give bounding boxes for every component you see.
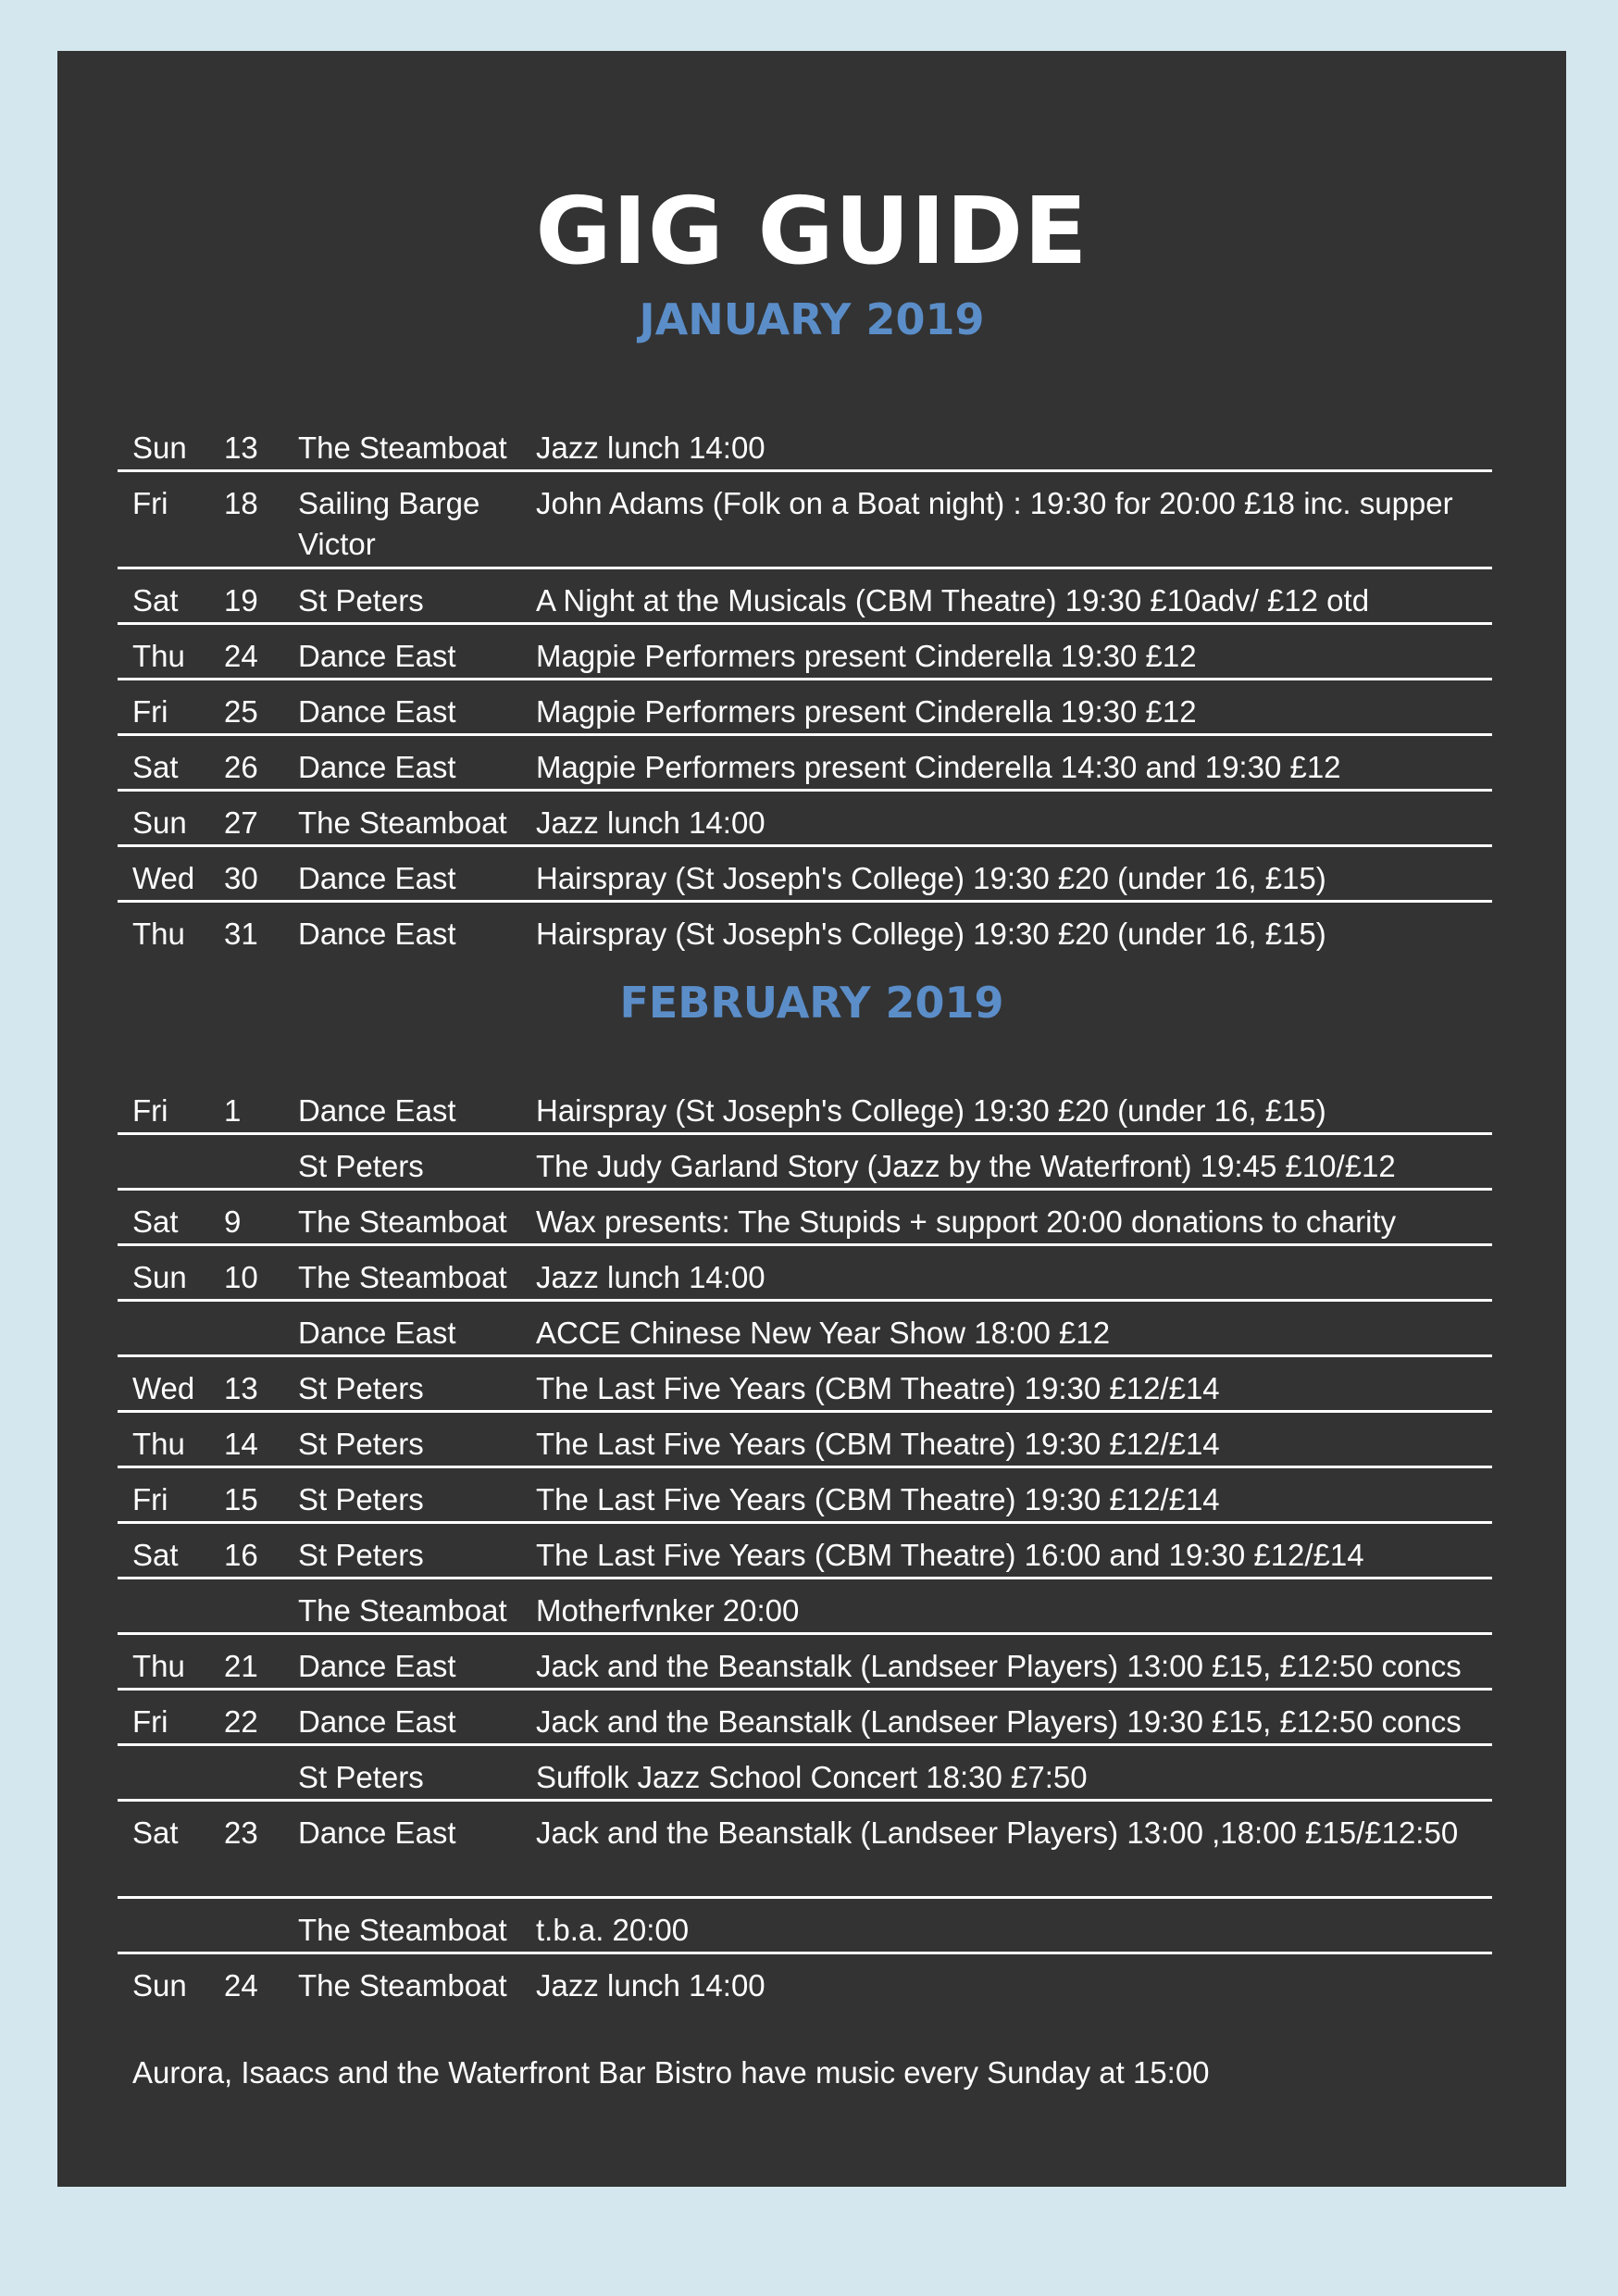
date-cell: 19 bbox=[224, 583, 258, 618]
day-cell: Thu bbox=[132, 1427, 185, 1461]
footer-note: Aurora, Isaacs and the Waterfront Bar Bistro have music every Sunday at 15:00 bbox=[132, 2055, 1210, 2090]
gig-guide-panel bbox=[57, 51, 1566, 2187]
date-cell bbox=[224, 1579, 298, 1591]
date-cell bbox=[224, 1302, 298, 1313]
table-row bbox=[118, 569, 1492, 625]
day-cell: Sat bbox=[132, 750, 179, 784]
date-cell: 22 bbox=[224, 1704, 258, 1739]
venue-cell: St Peters bbox=[298, 1482, 424, 1516]
table-row bbox=[118, 417, 1492, 472]
event-cell: t.b.a. 20:00 bbox=[536, 1913, 690, 1947]
table-row bbox=[118, 1468, 1492, 1524]
table-row bbox=[118, 1246, 1492, 1302]
event-cell: The Last Five Years (CBM Theatre) 19:30 £12/£14 bbox=[536, 1371, 1220, 1405]
day-cell: Wed bbox=[132, 1371, 195, 1405]
table-row bbox=[118, 903, 1492, 958]
table-row bbox=[118, 1802, 1492, 1899]
day-cell: Fri bbox=[132, 1704, 168, 1739]
date-cell bbox=[224, 1899, 298, 1910]
event-cell: ACCE Chinese New Year Show 18:00 £12 bbox=[536, 1316, 1111, 1350]
date-cell bbox=[224, 1135, 298, 1146]
event-cell: Hairspray (St Joseph's College) 19:30 £20 (under 16, £15) bbox=[536, 1093, 1326, 1128]
table-row bbox=[118, 1302, 1492, 1357]
event-cell: Wax presents: The Stupids + support 20:00 donations to charity bbox=[536, 1204, 1397, 1239]
table-row bbox=[118, 1079, 1492, 1135]
event-cell: A Night at the Musicals (CBM Theatre) 19:30 £10adv/ £12 otd bbox=[536, 583, 1370, 618]
day-cell: Wed bbox=[132, 861, 195, 895]
venue-cell: The Steamboat bbox=[298, 1913, 507, 1947]
date-cell: 1 bbox=[224, 1093, 242, 1128]
event-cell: The Last Five Years (CBM Theatre) 19:30 £12/£14 bbox=[536, 1482, 1220, 1516]
venue-cell: Dance East bbox=[298, 1816, 456, 1850]
event-cell: Hairspray (St Joseph's College) 19:30 £20 (under 16, £15) bbox=[536, 917, 1326, 951]
table-row bbox=[118, 1191, 1492, 1246]
day-cell bbox=[118, 1135, 224, 1146]
event-cell: Magpie Performers present Cinderella 14:30 and 19:30 £12 bbox=[536, 750, 1341, 784]
event-cell: Hairspray (St Joseph's College) 19:30 £20 (under 16, £15) bbox=[536, 861, 1326, 895]
day-cell: Sun bbox=[132, 1968, 187, 2003]
day-cell: Fri bbox=[132, 1093, 168, 1128]
venue-cell: Sailing Barge Victor bbox=[298, 486, 480, 561]
table-row bbox=[118, 1579, 1492, 1635]
february-listings bbox=[118, 1079, 1492, 2010]
date-cell: 13 bbox=[224, 430, 258, 465]
venue-cell: St Peters bbox=[298, 1427, 424, 1461]
day-cell: Sun bbox=[132, 1260, 187, 1294]
venue-cell: Dance East bbox=[298, 917, 456, 951]
month-heading-january: JANUARY 2019 bbox=[639, 294, 985, 344]
table-row bbox=[118, 1635, 1492, 1691]
date-cell: 24 bbox=[224, 1968, 258, 2003]
month-heading-february: FEBRUARY 2019 bbox=[619, 978, 1004, 1028]
venue-cell: The Steamboat bbox=[298, 1593, 507, 1628]
day-cell: Sat bbox=[132, 1538, 179, 1572]
table-row bbox=[118, 736, 1492, 792]
venue-cell: The Steamboat bbox=[298, 805, 507, 840]
event-cell: The Last Five Years (CBM Theatre) 16:00 and 19:30 £12/£14 bbox=[536, 1538, 1364, 1572]
venue-cell: Dance East bbox=[298, 1649, 456, 1683]
day-cell: Sun bbox=[132, 430, 187, 465]
venue-cell: The Steamboat bbox=[298, 1260, 507, 1294]
day-cell: Sat bbox=[132, 583, 179, 618]
day-cell bbox=[118, 1746, 224, 1757]
table-row bbox=[118, 680, 1492, 736]
venue-cell: The Steamboat bbox=[298, 1968, 507, 2003]
venue-cell: St Peters bbox=[298, 1760, 424, 1794]
day-cell: Fri bbox=[132, 1482, 168, 1516]
date-cell: 16 bbox=[224, 1538, 258, 1572]
event-cell: The Judy Garland Story (Jazz by the Waterfront) 19:45 £10/£12 bbox=[536, 1149, 1396, 1183]
day-cell bbox=[118, 1302, 224, 1313]
day-cell bbox=[118, 1579, 224, 1591]
date-cell: 23 bbox=[224, 1816, 258, 1850]
january-listings bbox=[118, 417, 1492, 958]
event-cell: Jack and the Beanstalk (Landseer Players) 13:00 ,18:00 £15/£12:50 bbox=[536, 1816, 1459, 1850]
date-cell: 21 bbox=[224, 1649, 258, 1683]
table-row bbox=[118, 1691, 1492, 1746]
date-cell: 15 bbox=[224, 1482, 258, 1516]
page-title: GIG GUIDE bbox=[535, 177, 1089, 285]
date-cell: 18 bbox=[224, 486, 258, 520]
event-cell: Jack and the Beanstalk (Landseer Players) 13:00 £15, £12:50 concs bbox=[536, 1649, 1462, 1683]
table-row bbox=[118, 625, 1492, 680]
table-row bbox=[118, 1899, 1492, 1954]
table-row bbox=[118, 847, 1492, 903]
venue-cell: Dance East bbox=[298, 1704, 456, 1739]
event-cell: Jazz lunch 14:00 bbox=[536, 1968, 765, 2003]
venue-cell: Dance East bbox=[298, 861, 456, 895]
day-cell: Sat bbox=[132, 1816, 179, 1850]
event-cell: Magpie Performers present Cinderella 19:30 £12 bbox=[536, 694, 1197, 729]
day-cell: Thu bbox=[132, 917, 185, 951]
venue-cell: St Peters bbox=[298, 583, 424, 618]
table-row bbox=[118, 1746, 1492, 1802]
day-cell: Thu bbox=[132, 1649, 185, 1683]
date-cell: 27 bbox=[224, 805, 258, 840]
event-cell: Magpie Performers present Cinderella 19:30 £12 bbox=[536, 639, 1197, 673]
event-cell: Suffolk Jazz School Concert 18:30 £7:50 bbox=[536, 1760, 1088, 1794]
venue-cell: St Peters bbox=[298, 1149, 424, 1183]
venue-cell: Dance East bbox=[298, 639, 456, 673]
date-cell: 10 bbox=[224, 1260, 258, 1294]
table-row bbox=[118, 1524, 1492, 1579]
date-cell: 24 bbox=[224, 639, 258, 673]
event-cell: Jazz lunch 14:00 bbox=[536, 805, 765, 840]
table-row bbox=[118, 1413, 1492, 1468]
venue-cell: Dance East bbox=[298, 1316, 456, 1350]
venue-cell: Dance East bbox=[298, 750, 456, 784]
venue-cell: St Peters bbox=[298, 1538, 424, 1572]
table-row bbox=[118, 1357, 1492, 1413]
table-row bbox=[118, 1954, 1492, 2010]
event-cell: Jack and the Beanstalk (Landseer Players) 19:30 £15, £12:50 concs bbox=[536, 1704, 1462, 1739]
day-cell: Fri bbox=[132, 486, 168, 520]
day-cell: Thu bbox=[132, 639, 185, 673]
table-row bbox=[118, 792, 1492, 847]
date-cell: 26 bbox=[224, 750, 258, 784]
date-cell: 30 bbox=[224, 861, 258, 895]
date-cell: 13 bbox=[224, 1371, 258, 1405]
venue-cell: The Steamboat bbox=[298, 430, 507, 465]
event-cell: Jazz lunch 14:00 bbox=[536, 1260, 765, 1294]
table-row bbox=[118, 472, 1492, 569]
venue-cell: St Peters bbox=[298, 1371, 424, 1405]
day-cell: Sat bbox=[132, 1204, 179, 1239]
day-cell: Sun bbox=[132, 805, 187, 840]
table-row bbox=[118, 1135, 1492, 1191]
date-cell bbox=[224, 1746, 298, 1757]
venue-cell: Dance East bbox=[298, 1093, 456, 1128]
date-cell: 25 bbox=[224, 694, 258, 729]
date-cell: 9 bbox=[224, 1204, 242, 1239]
venue-cell: Dance East bbox=[298, 694, 456, 729]
event-cell: John Adams (Folk on a Boat night) : 19:30 for 20:00 £18 inc. supper bbox=[536, 486, 1453, 520]
day-cell bbox=[118, 1899, 224, 1910]
event-cell: Jazz lunch 14:00 bbox=[536, 430, 765, 465]
day-cell: Fri bbox=[132, 694, 168, 729]
date-cell: 14 bbox=[224, 1427, 258, 1461]
event-cell: Motherfvnker 20:00 bbox=[536, 1593, 800, 1628]
event-cell: The Last Five Years (CBM Theatre) 19:30 £12/£14 bbox=[536, 1427, 1220, 1461]
date-cell: 31 bbox=[224, 917, 258, 951]
venue-cell: The Steamboat bbox=[298, 1204, 507, 1239]
